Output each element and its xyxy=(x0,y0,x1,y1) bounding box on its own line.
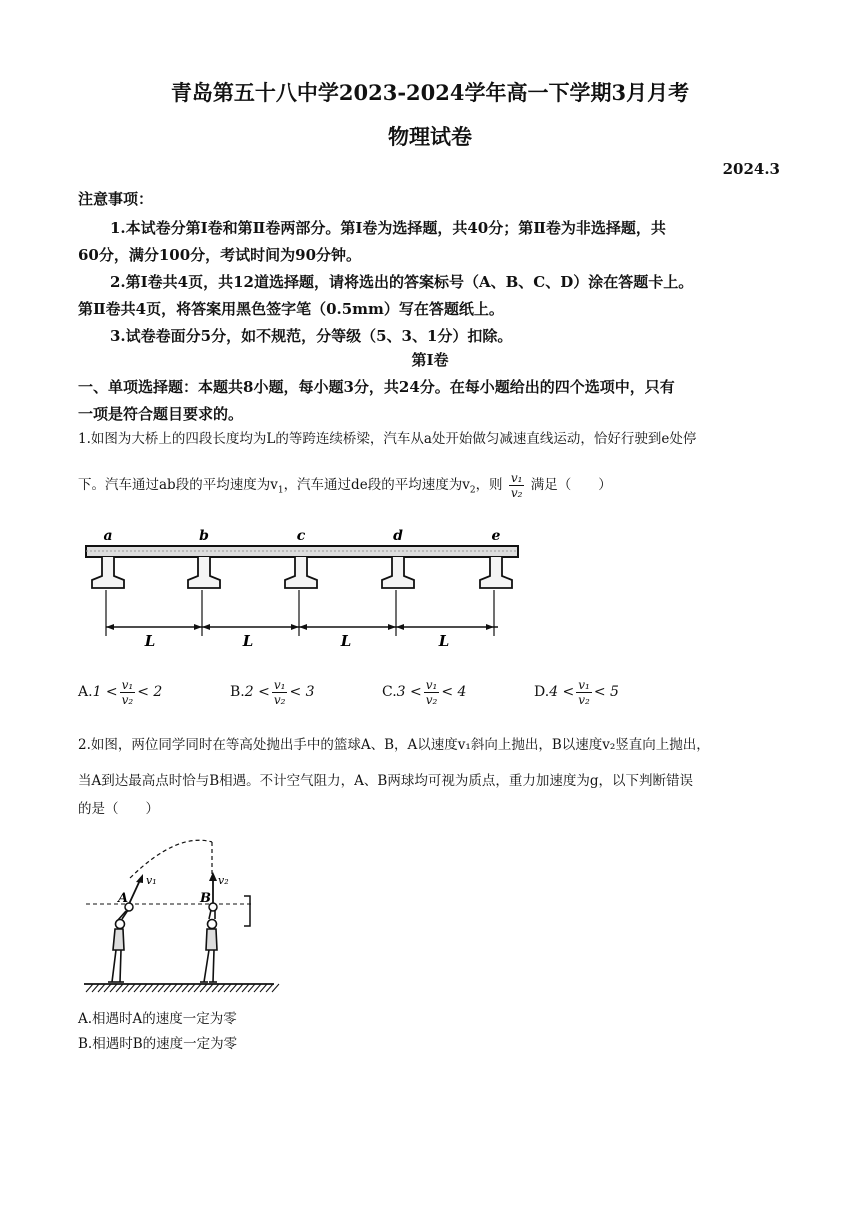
q2-stem-line-3: 的是（ ） xyxy=(78,801,159,817)
exam-date: 2024.3 xyxy=(722,160,780,178)
span-label-1: L xyxy=(144,632,156,650)
ground-hatch-line xyxy=(212,984,219,992)
ground-hatch-line xyxy=(218,984,225,992)
ground-hatch-line xyxy=(98,984,105,992)
ground-hatch-line xyxy=(140,984,147,992)
q1-option-d[interactable]: D.4 < $\frac{\text{v₁}}{\text{v₂}}$ < 5 xyxy=(534,677,619,707)
ground-hatch-line xyxy=(122,984,129,992)
ground-hatch-line xyxy=(272,984,279,992)
ground-hatch-line xyxy=(260,984,267,992)
ground-hatch-line xyxy=(170,984,177,992)
q2-option-b[interactable]: B.相遇时B的速度一定为零 xyxy=(78,1036,238,1052)
q1-stem-line-1: 1.如图为大桥上的四段长度均为L的等跨连续桥梁，汽车从a处开始做匀减速直线运动，恰好行驶到e处停 xyxy=(78,431,697,447)
volume-heading: 第Ⅰ卷 xyxy=(411,351,449,369)
ground-hatch-line xyxy=(92,984,99,992)
notice-item-2-line-2: 第Ⅱ卷共4页，将答案用黑色签字笔（0.5mm）写在答题纸上。 xyxy=(78,300,504,318)
pier-label-a: a xyxy=(103,528,113,544)
span-label-4: L xyxy=(438,632,450,650)
bridge-pier xyxy=(480,557,512,588)
ground-hatch-line xyxy=(236,984,243,992)
notice-heading: 注意事项： xyxy=(78,190,154,208)
page-title: 青岛第五十八中学2023-2024学年高一下学期3月月考 xyxy=(170,80,690,105)
bridge-pier xyxy=(92,557,124,588)
ground-hatch-line xyxy=(104,984,111,992)
ground-hatch-line xyxy=(188,984,195,992)
q1-option-b[interactable]: B.2 < $\frac{\text{v₁}}{\text{v₂}}$ < 3 xyxy=(230,677,315,707)
pier-label-c: c xyxy=(296,528,306,544)
section-heading-line-1: 一、单项选择题：本题共8小题，每小题3分，共24分。在每小题给出的四个选项中，只有 xyxy=(78,378,675,396)
ground-hatch-line xyxy=(146,984,153,992)
q2-stem-line-2: 当A到达最高点时恰与B相遇。不计空气阻力，A、B两球均可视为质点，重力加速度为g，以下判断错误 xyxy=(78,773,693,789)
bridge-pier xyxy=(382,557,414,588)
ground-hatch-line xyxy=(230,984,237,992)
span-label-2: L xyxy=(242,632,254,650)
velocity-v2-label: v₂ xyxy=(218,874,229,887)
ground-hatch-line xyxy=(206,984,213,992)
ground-hatch-line xyxy=(224,984,231,992)
ground-hatch-line xyxy=(152,984,159,992)
ball-b-label: B xyxy=(200,891,211,906)
q1-option-c[interactable]: C.3 < $\frac{\text{v₁}}{\text{v₂}}$ < 4 xyxy=(382,677,467,707)
ground-hatch-line xyxy=(200,984,207,992)
pier-label-e: e xyxy=(491,528,501,544)
basketball-figure xyxy=(82,832,282,997)
q2-option-a[interactable]: A.相遇时A的速度一定为零 xyxy=(78,1011,237,1027)
ground-hatch-line xyxy=(116,984,123,992)
page-subtitle: 物理试卷 xyxy=(388,124,472,149)
person-a-figure xyxy=(108,910,128,982)
ground-hatch-line xyxy=(266,984,273,992)
ground-hatch-line xyxy=(158,984,165,992)
ground-hatch-line xyxy=(194,984,201,992)
person-b-figure xyxy=(200,910,217,982)
notice-item-2-line-1: 2.第Ⅰ卷共4页，共12道选择题，请将选出的答案标号（A、B、C、D）涂在答题卡上。 xyxy=(110,273,694,291)
notice-item-1-line-2: 60分，满分100分，考试时间为90分钟。 xyxy=(78,246,362,264)
q1-ratio-fraction: $\frac{\text{v₁}}{\text{v₂}}$ xyxy=(510,471,523,500)
ground-hatch-line xyxy=(242,984,249,992)
ground-hatch-line xyxy=(164,984,171,992)
ground-hatch-line xyxy=(134,984,141,992)
q1-stem-line-2: 下。汽车通过ab段的平均速度为$v_1$，汽车通过de段的平均速度为$v_2$，则 $\frac{\text{v₁}}{\text{v₂}}$ 满足（ ） xyxy=(78,471,612,500)
ground-hatch-line xyxy=(86,984,93,992)
ground-hatch-line xyxy=(176,984,183,992)
bridge-pier xyxy=(285,557,317,588)
ground-hatch-line xyxy=(254,984,261,992)
q1-option-a[interactable]: A.1 < $\frac{\text{v₁}}{\text{v₂}}$ < 2 xyxy=(78,677,163,707)
bridge-figure xyxy=(80,524,530,654)
q2-stem-line-1: 2.如图，两位同学同时在等高处抛出手中的篮球A、B，A以速度v₁斜向上抛出，B以速度v₂竖直向上抛出， xyxy=(78,737,710,753)
ground-hatch-line xyxy=(182,984,189,992)
ground-hatch-line xyxy=(248,984,255,992)
section-heading-line-2: 一项是符合题目要求的。 xyxy=(78,405,244,423)
notice-item-1-line-1: 1.本试卷分第Ⅰ卷和第Ⅱ卷两部分。第Ⅰ卷为选择题，共40分；第Ⅱ卷为非选择题，共 xyxy=(110,219,666,237)
bridge-pier xyxy=(188,557,220,588)
span-label-3: L xyxy=(340,632,352,650)
ground-hatch-line xyxy=(128,984,135,992)
pier-label-d: d xyxy=(393,528,403,544)
velocity-v1-label: v₁ xyxy=(146,874,157,887)
notice-item-3: 3.试卷卷面分5分，如不规范，分等级（5、3、1分）扣除。 xyxy=(110,327,513,345)
ball-a-label: A xyxy=(118,891,129,906)
pier-label-b: b xyxy=(199,528,209,544)
ground-hatch-line xyxy=(110,984,117,992)
